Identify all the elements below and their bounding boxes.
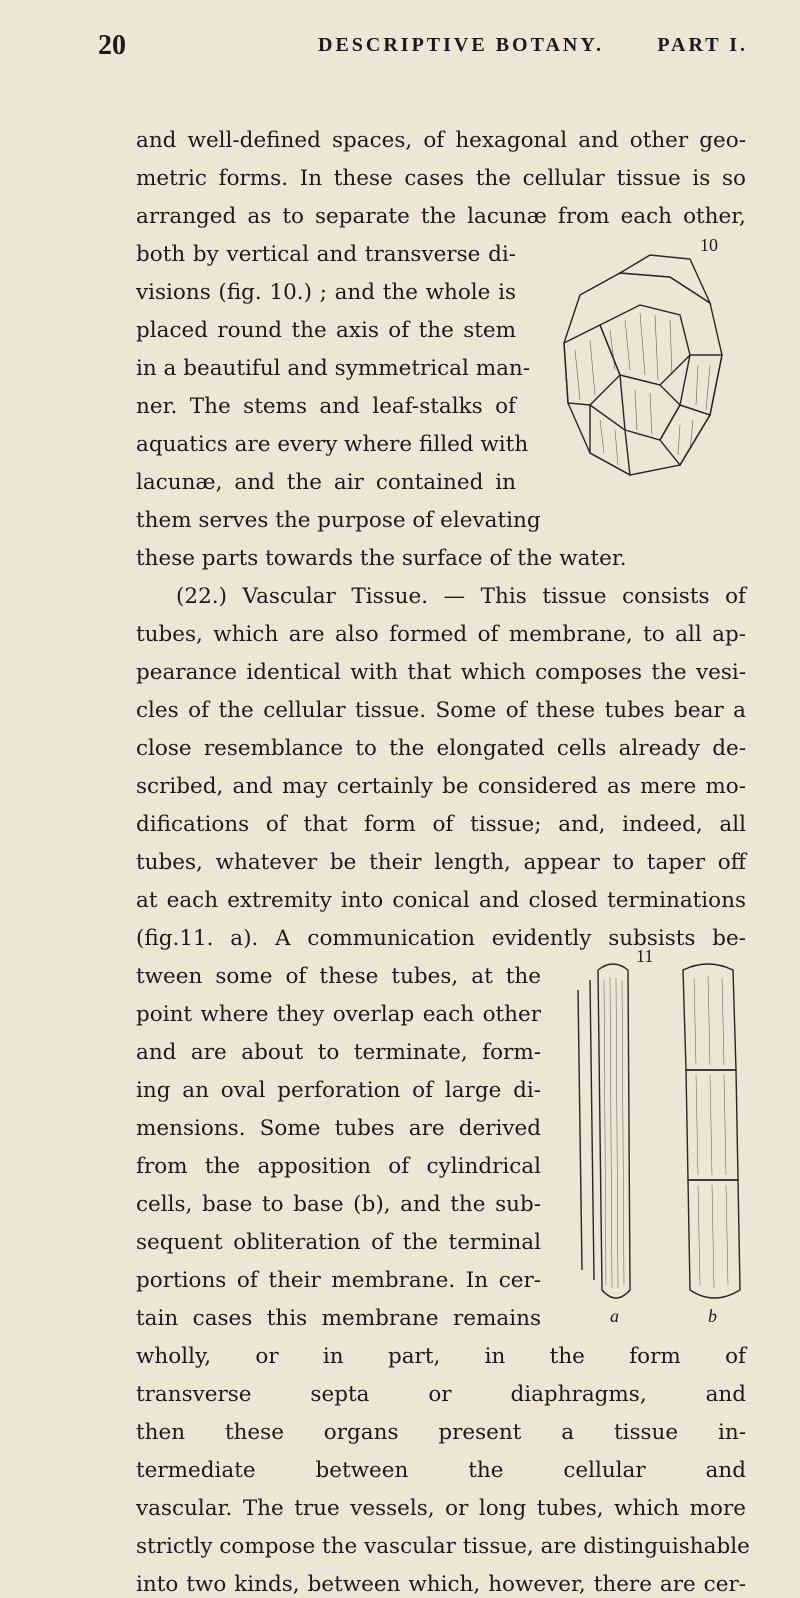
text-line: transverse septa or diaphragms, and: [136, 1382, 746, 1407]
figure-label-b: b: [708, 1306, 717, 1326]
text-line: vascular. The true vessels, or long tubes, which more: [136, 1496, 746, 1521]
text-line: ing an oval perforation of large di-: [136, 1078, 541, 1103]
text-line: termediate between the cellular and: [136, 1458, 746, 1483]
text-line: these parts towards the surface of the water.: [136, 546, 627, 571]
text-line: scribed, and may certainly be considered as mere mo-: [136, 774, 746, 799]
text-line: visions (fig. 10.) ; and the whole is: [136, 280, 516, 305]
text-line: into two kinds, between which, however, there are cer-: [136, 1572, 746, 1597]
text-line: portions of their membrane. In cer-: [136, 1268, 541, 1293]
text-line: arranged as to separate the lacunæ from each other,: [136, 204, 746, 229]
figure-number: 11: [636, 946, 654, 966]
figure-10-lacunae: [540, 225, 760, 555]
text-line: from the apposition of cylindrical: [136, 1154, 541, 1179]
text-line: (fig.11. a). A communication evidently subsists be-: [136, 926, 746, 951]
running-title: DESCRIPTIVE BOTANY.: [318, 34, 604, 56]
text-line: wholly, or in part, in the form of: [136, 1344, 746, 1369]
text-line: difications of that form of tissue; and, indeed, all: [136, 812, 746, 837]
text-line: pearance identical with that which composes the vesi-: [136, 660, 746, 685]
figure-11-vascular-tubes: [568, 946, 758, 1330]
text-line: placed round the axis of the stem: [136, 318, 516, 343]
text-line: tain cases this membrane remains: [136, 1306, 541, 1331]
figure-label-a: a: [610, 1306, 619, 1326]
text-line: ner. The stems and leaf-stalks of: [136, 394, 516, 419]
text-line: lacunæ, and the air contained in: [136, 470, 516, 495]
text-line: tween some of these tubes, at the: [136, 964, 541, 989]
text-line: strictly compose the vascular tissue, are distinguishable: [136, 1534, 750, 1559]
text-line: at each extremity into conical and closed terminations: [136, 888, 746, 913]
text-line: tubes, whatever be their length, appear to taper off: [136, 850, 746, 875]
figure-number: 10: [700, 235, 718, 255]
text-line: them serves the purpose of elevating: [136, 508, 541, 533]
text-line: and well-defined spaces, of hexagonal and other geo-: [136, 128, 746, 153]
text-line: mensions. Some tubes are derived: [136, 1116, 541, 1141]
text-line: both by vertical and transverse di-: [136, 242, 516, 267]
text-line: then these organs present a tissue in-: [136, 1420, 746, 1445]
text-line: metric forms. In these cases the cellular tissue is so: [136, 166, 746, 191]
text-line: (22.) Vascular Tissue. — This tissue consists of: [176, 584, 746, 609]
text-line: in a beautiful and symmetrical man-: [136, 356, 531, 381]
text-line: tubes, which are also formed of membrane, to all ap-: [136, 622, 746, 647]
page-number: 20: [98, 30, 126, 61]
text-line: point where they overlap each other: [136, 1002, 541, 1027]
text-line: close resemblance to the elongated cells already de-: [136, 736, 746, 761]
lacunae-illustration: [540, 225, 760, 555]
text-line: and are about to terminate, form-: [136, 1040, 541, 1065]
page-header: [98, 28, 748, 68]
part-label: PART I.: [657, 34, 748, 56]
text-line: sequent obliteration of the terminal: [136, 1230, 541, 1255]
text-line: cles of the cellular tissue. Some of these tubes bear a: [136, 698, 746, 723]
text-line: aquatics are every where filled with: [136, 432, 529, 457]
text-line: cells, base to base (b), and the sub-: [136, 1192, 541, 1217]
vascular-tubes-illustration: [568, 950, 758, 1330]
